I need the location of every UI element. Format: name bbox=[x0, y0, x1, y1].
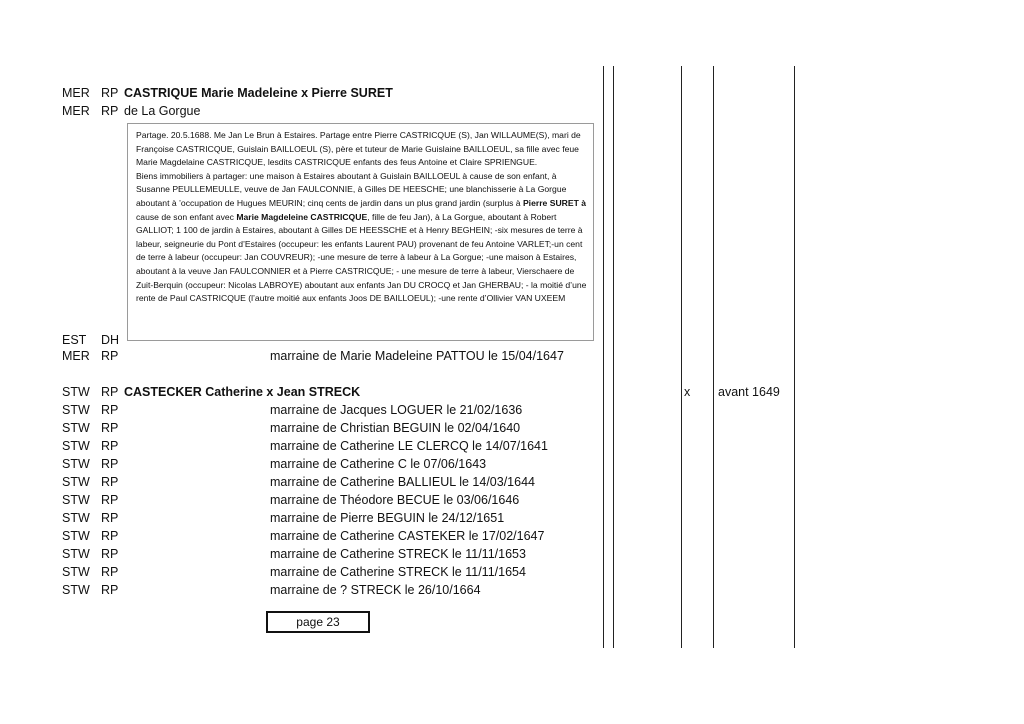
event-text: marraine de Christian BEGUIN le 02/04/1640 bbox=[270, 421, 521, 435]
column-rule bbox=[681, 66, 682, 648]
note-text: cause de son enfant avec bbox=[136, 211, 237, 222]
column-rule bbox=[603, 66, 604, 648]
region-code: STW bbox=[62, 385, 90, 399]
event-text: marraine de Catherine STRECK le 11/11/1654 bbox=[270, 565, 526, 579]
entry-title: CASTECKER Catherine x Jean STRECK bbox=[124, 385, 361, 399]
record-type: RP bbox=[101, 493, 119, 507]
record-type: RP bbox=[101, 565, 119, 579]
region-code: STW bbox=[62, 421, 90, 435]
event-text: marraine de Pierre BEGUIN le 24/12/1651 bbox=[270, 511, 505, 525]
region-code: STW bbox=[62, 529, 90, 543]
event-text: marraine de Catherine C le 07/06/1643 bbox=[270, 457, 487, 471]
note-text: Partage. 20.5.1688. Me Jan Le Brun à Estaires. Partage entre Pierre CASTRICQUE (S), Jan WILLAUME(S), mari de Françoise CASTRICQUE, Guislain BAILLOEUL (S), père et tuteur de Marie Guislaine BAILLOEUL, sa fille avec feue Marie Magdelaine CASTRICQUE, lesdits CASTRICQUE enfants des feus Antoine et Claire SPRIENGUE. bbox=[136, 130, 581, 168]
record-type: RP bbox=[101, 104, 119, 118]
record-type: RP bbox=[101, 349, 119, 363]
region-code: STW bbox=[62, 565, 90, 579]
entry-date: avant 1649 bbox=[718, 385, 780, 399]
record-type: RP bbox=[101, 421, 119, 435]
region-code: MER bbox=[62, 349, 90, 363]
region-code: MER bbox=[62, 104, 90, 118]
record-type: RP bbox=[101, 385, 119, 399]
event-text: marraine de Catherine STRECK le 11/11/1653 bbox=[270, 547, 526, 561]
event-text: marraine de Catherine LE CLERCQ le 14/07/1641 bbox=[270, 439, 548, 453]
note-text: , fille de feu Jan), à La Gorgue, aboutant à Robert GALLIOT; 1 100 de jardin à Estaires, aboutant à Gilles DE HEESSCHE et à Henry BEGHEIN; -six mesures de terre à labeur, seigneurie du Pont d’Estaires (occupeur: les enfants Laurent PAU) provenant de feu Antoine VARLET;-un cent de terre à labeur (occupeur: Jan COUVREUR); -une mesure de terre à labeur à La Gorgue; -une maison à Estaires, aboutant à la veuve Jan FAULCONNIER et à Pierre CASTRICQUE; - une mesure de terre à labeur, Vierschaere de Zuit-Berquin (occupeur: Nicolas LABROYE) aboutant aux enfants Jan DU CROCQ et Jan GHERBAU; - la moitié d’une rente de Paul CASTRICQUE (l’autre moitié aux enfants Joos DE BAILLOEUL); -une rente d’Ollivier VAN UXEEM bbox=[136, 211, 587, 304]
event-text: marraine de Catherine BALLIEUL le 14/03/1644 bbox=[270, 475, 535, 489]
event-text: marraine de Jacques LOGUER le 21/02/1636 bbox=[270, 403, 523, 417]
event-text: marraine de ? STRECK le 26/10/1664 bbox=[270, 583, 481, 597]
event-text: marraine de Théodore BECUE le 03/06/1646 bbox=[270, 493, 520, 507]
page-number-box bbox=[266, 611, 370, 633]
record-type: RP bbox=[101, 475, 119, 489]
column-rule bbox=[713, 66, 714, 648]
note-text: Biens immobiliers à partager: une maison à Estaires aboutant à Guislain BAILLOEUL à cause de son enfant, à Susanne PEULLEMEULLE, veuve de Jan FAULCONNIE, à Gilles DE HEESCHE; une blanchisserie à La Gorgue aboutant à ’occupation de Hugues MEURIN; cinq cents de jardin dans un plus grand jardin (surplus à bbox=[136, 170, 567, 208]
note-bold-text: Marie Magdeleine CASTRICQUE bbox=[236, 211, 368, 222]
record-type: DH bbox=[101, 333, 120, 347]
record-type: RP bbox=[101, 547, 119, 561]
region-code: STW bbox=[62, 547, 90, 561]
column-rule bbox=[613, 66, 614, 648]
region-code: STW bbox=[62, 457, 90, 471]
column-rule bbox=[794, 66, 795, 648]
record-type: RP bbox=[101, 457, 119, 471]
region-code: STW bbox=[62, 403, 90, 417]
event-text: marraine de Marie Madeleine PATTOU le 15/04/1647 bbox=[270, 349, 564, 363]
mark-x: x bbox=[684, 385, 691, 399]
note-box bbox=[127, 123, 594, 341]
region-code: STW bbox=[62, 439, 90, 453]
record-type: RP bbox=[101, 86, 119, 100]
event-text: marraine de Catherine CASTEKER le 17/02/1647 bbox=[270, 529, 545, 543]
record-type: RP bbox=[101, 511, 119, 525]
region-code: STW bbox=[62, 475, 90, 489]
region-code: STW bbox=[62, 493, 90, 507]
page-number: page 23 bbox=[296, 615, 340, 629]
entry-place: de La Gorgue bbox=[124, 104, 201, 118]
region-code: EST bbox=[62, 333, 87, 347]
record-type: RP bbox=[101, 583, 119, 597]
note-bold-text: Pierre SURET à bbox=[522, 197, 587, 208]
entry-title: CASTRIQUE Marie Madeleine x Pierre SURET bbox=[124, 86, 393, 100]
region-code: STW bbox=[62, 511, 90, 525]
record-type: RP bbox=[101, 439, 119, 453]
record-type: RP bbox=[101, 529, 119, 543]
region-code: MER bbox=[62, 86, 90, 100]
record-type: RP bbox=[101, 403, 119, 417]
region-code: STW bbox=[62, 583, 90, 597]
